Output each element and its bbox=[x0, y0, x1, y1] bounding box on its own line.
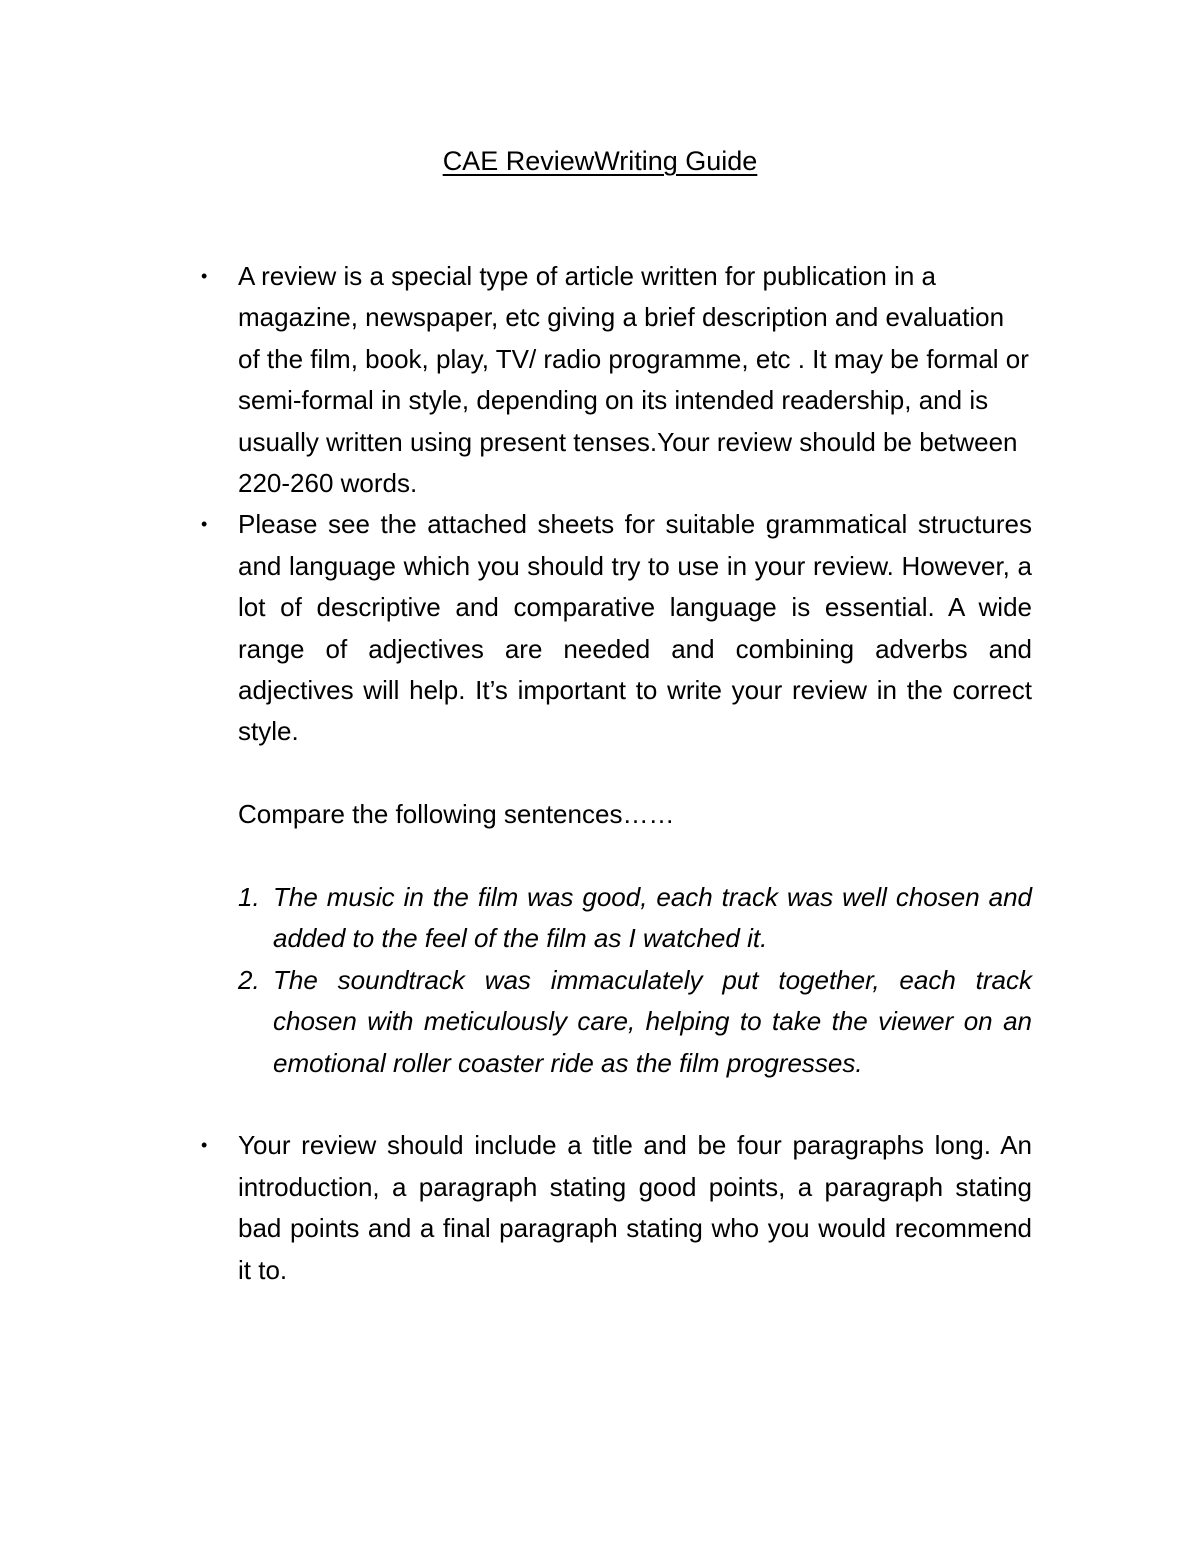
bullet-icon: • bbox=[201, 266, 208, 286]
bullet-item-grammar-language bbox=[201, 504, 1032, 752]
bullet-item-structure bbox=[201, 1125, 1032, 1291]
compare-intro: Compare the following sentences…… bbox=[238, 799, 675, 830]
bullet-icon: • bbox=[201, 1135, 208, 1156]
bullet-icon: • bbox=[201, 514, 208, 535]
bullet-item-review-definition bbox=[201, 256, 1032, 504]
bullet-text: Please see the attached sheets for suitable grammatical structures and language which you should try to use in your review. However, a lot of descriptive and comparative language is essential. A wide range of adjectives are needed and combining adverbs and adjectives will help. It’s important to write your review in the correct style. bbox=[238, 509, 1032, 747]
example-number: 2. bbox=[238, 964, 260, 995]
example-number: 1. bbox=[238, 882, 260, 913]
example-item-2 bbox=[238, 960, 1032, 1084]
bullet-text: Your review should include a title and be four paragraphs long. An introduction, a paragraph stating good points, a paragraph stating bad points and a final paragraph stating who you would recommend it to. bbox=[238, 1130, 1032, 1285]
document-body bbox=[201, 256, 1032, 1291]
spacer bbox=[238, 1084, 1032, 1125]
example-text: The soundtrack was immaculately put together, each track chosen with meticulously care, helping to take the viewer on an emotional roller coaster ride as the film progresses. bbox=[273, 964, 1032, 1078]
spacer bbox=[238, 836, 1032, 877]
example-item-1 bbox=[238, 877, 1032, 960]
bullet-text: A review is a special type of article written for publication in a magazine, newspaper, etc giving a brief description and evaluation of the film, book, play, TV/ radio programme, etc . It may be formal or semi-formal in style, depending on its intended readership, and is usually written using present tenses.Your review should be between 220-260 words. bbox=[238, 261, 1029, 499]
example-list bbox=[238, 877, 1032, 1084]
example-text: The music in the film was good, each track was well chosen and added to the feel of the film as I watched it. bbox=[273, 882, 1032, 954]
page-title: CAE ReviewWriting Guide bbox=[442, 146, 758, 176]
spacer bbox=[238, 753, 1032, 794]
